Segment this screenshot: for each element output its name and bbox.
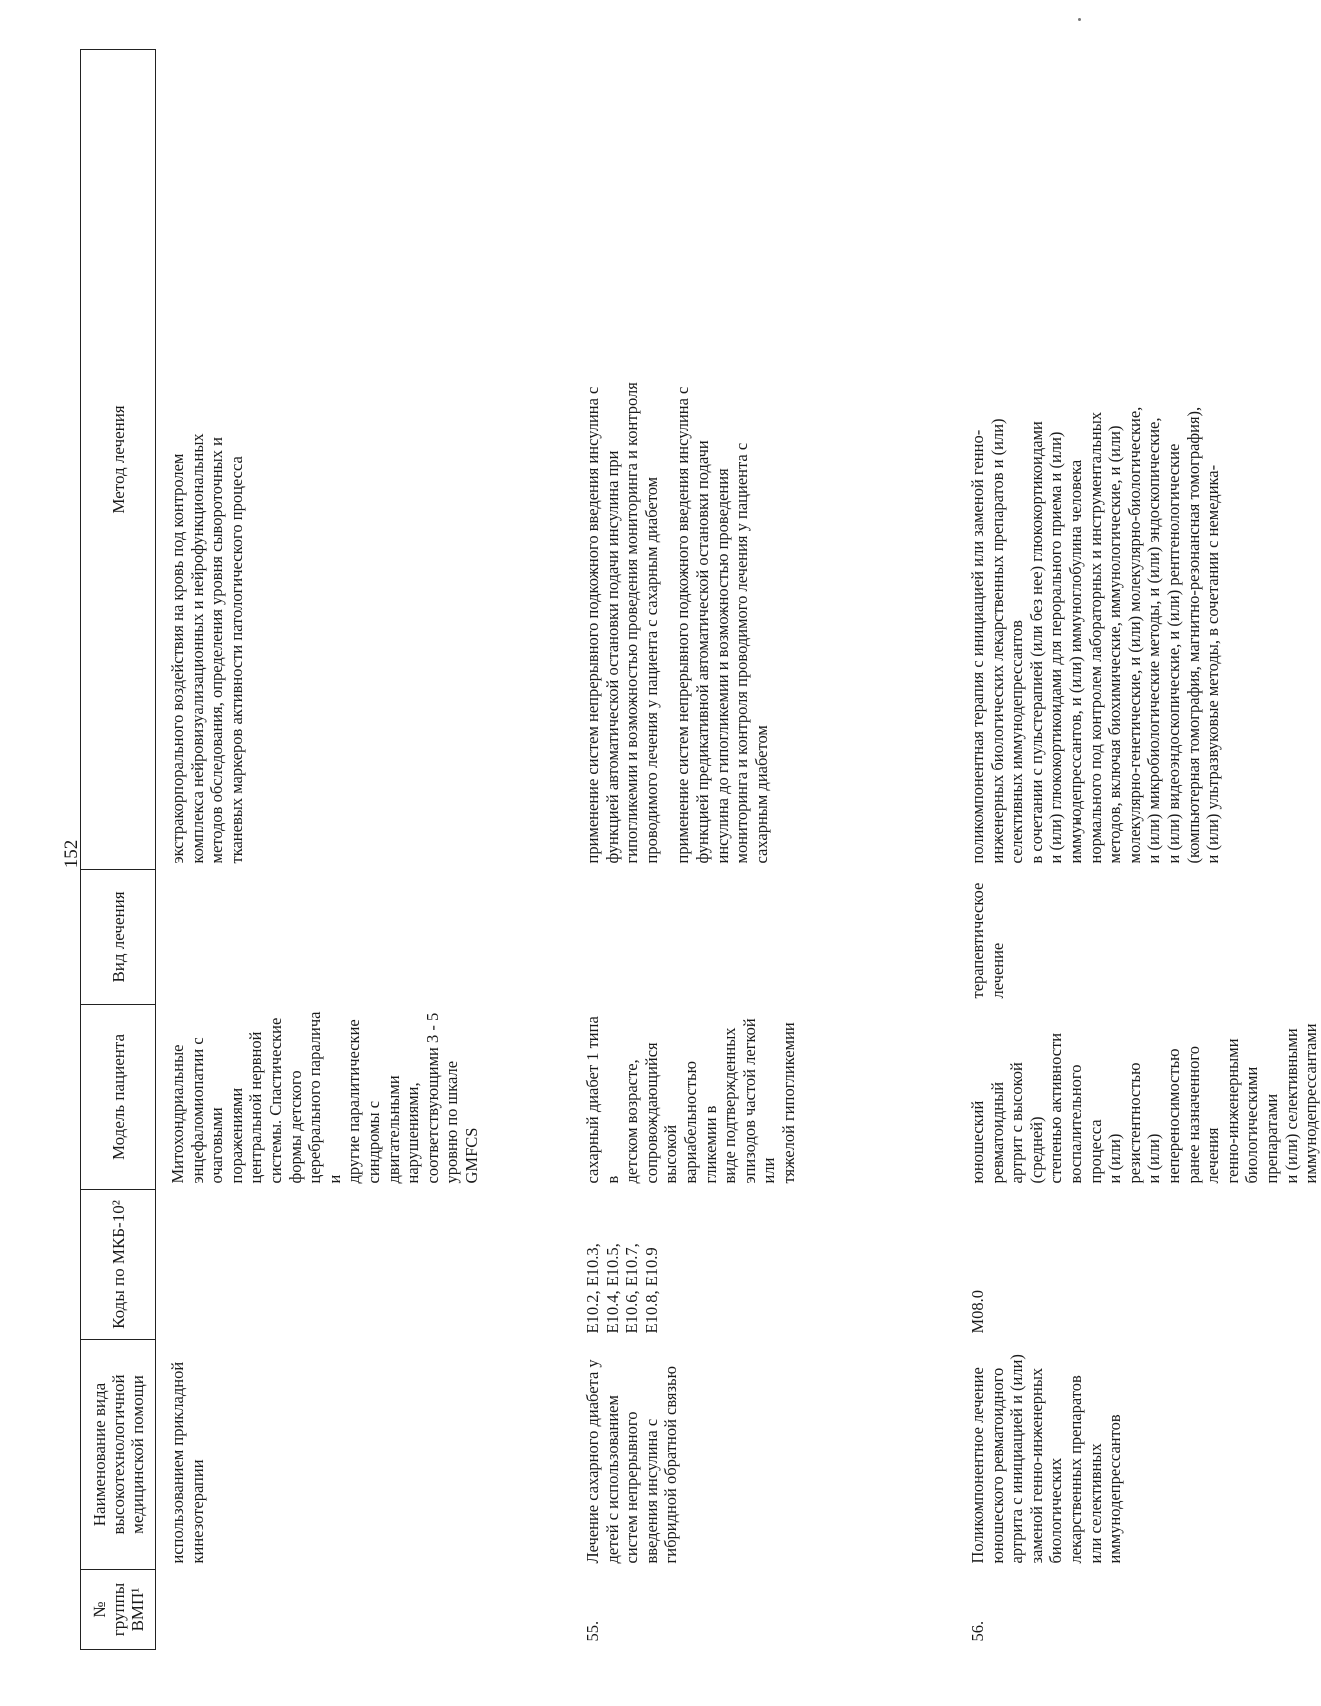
row-name: Поликомпонентное лечение юношеского ревматоидного артрита с инициацией и (или) заменой генно-инженерных биологических лекарственных препаратов или селективных иммунодепрессантов: [968, 1354, 1125, 1564]
method-paragraph: применение систем непрерывного подкожного введения инсулина с функцией автоматической остановки подачи инсулина при гипогликемии и возможностью проведения мониторинга и контроля проводимого лечения у пациента с сахарным диабетом: [583, 382, 661, 864]
header-codes: Коды по МКБ-10²: [81, 1190, 156, 1340]
row-number: 55.: [583, 1620, 602, 1642]
table-row: [583, 50, 968, 1650]
row-model: Митохондриальные энцефаломиопатии с очаговыми поражениями центральной нервной системы. Спастические формы детского церебрального паралича и другие паралитические синдромы с двигательными нарушениями, соответствующими 3 - 5 уровню по шкале GMFCS: [168, 1011, 481, 1184]
row-codes: M08.0: [968, 1289, 987, 1334]
row-model: юношеский ревматоидный артрит с высокой (средней) степенью активности воспалительного процесса и (или) резистентностью и (или) непереносимостью ранее назначенного лечения генно-инженерными биологическими препаратами и (или) селективными иммунодепрессантами: [968, 1023, 1321, 1184]
row-codes: [156, 1190, 584, 1340]
table-row: [968, 50, 1321, 1650]
row-number: [156, 1570, 584, 1650]
row-codes: E10.2, E10.3, E10.4, E10.5, E10.6, E10.7, E10.8, E10.9: [583, 1243, 661, 1334]
header-treatment-type: Вид лечения: [81, 870, 156, 1005]
vmp-table: [80, 49, 1321, 1650]
method-paragraph: экстракорпорального воздействия на кровь под контролем комплекса нейровизуализационных и нейрофункциональных методов обследования, определения уровня сывороточных и тканевых маркеров активности патологического процесса: [168, 433, 246, 864]
header-treatment-method: Метод лечения: [81, 50, 156, 870]
scan-speck: [1078, 18, 1081, 21]
row-type: [156, 870, 584, 1005]
table-header-row: [81, 50, 156, 1650]
rotated-page-content: [80, 50, 1321, 1650]
method-paragraph: применение систем непрерывного подкожного введения инсулина с функцией предикативной автоматической остановки подачи инсулина до гипогликемии и возможностью проведения мониторинга и контроля проводимого лечения у пациента с сахарным диабетом: [673, 386, 771, 864]
row-method: [968, 50, 1321, 870]
row-name: Лечение сахарного диабета у детей с использованием систем непрерывного введения инсулина с гибридной обратной связью: [583, 1359, 681, 1564]
row-type: терапевтическое лечение: [968, 882, 1007, 999]
method-paragraph: поликомпонентная терапия с инициацией или заменой генно- инженерных биологических лекарственных препаратов и (или) селективных иммунодепрессантов в сочетании с пульстерапией (или без нее) глюкокортикоидами и (или) глюкокортикоидами для перорального приема и (или) иммунодепрессантов, и (или) иммуноглобулина человека нормального под контролем лабораторных и инструментальных методов, включая биохимические, иммунологические, и (или) молекулярно-генетические, и (или) молекулярно-биологические, и (или) микробиологические методы, и (или) эндоскопические, и (или) видеоэндоскопические, и (или) рентгенологические (компьютерная томография, магнитно-резонансная томография), и (или) ультразвуковые методы, в сочетании с немедика-: [968, 406, 1223, 864]
row-model: сахарный диабет 1 типа в детском возрасте, сопровождающийся высокой вариабельностью гликемии в виде подтвержденных эпизодов частой легкой или тяжелой гипогликемии: [583, 1016, 798, 1184]
header-name: Наименование вида высокотехнологичной медицинской помощи: [81, 1340, 156, 1570]
row-type: [583, 870, 968, 1005]
row-method: [156, 50, 584, 870]
row-method: [583, 50, 968, 870]
header-group-number: № группы ВМП¹: [81, 1570, 156, 1650]
table-row: [156, 50, 584, 1650]
row-number: 56.: [968, 1620, 987, 1642]
page-number: 152: [61, 839, 82, 869]
header-model: Модель пациента: [81, 1005, 156, 1190]
row-name: использованием прикладной кинезотерапии: [168, 1361, 207, 1564]
